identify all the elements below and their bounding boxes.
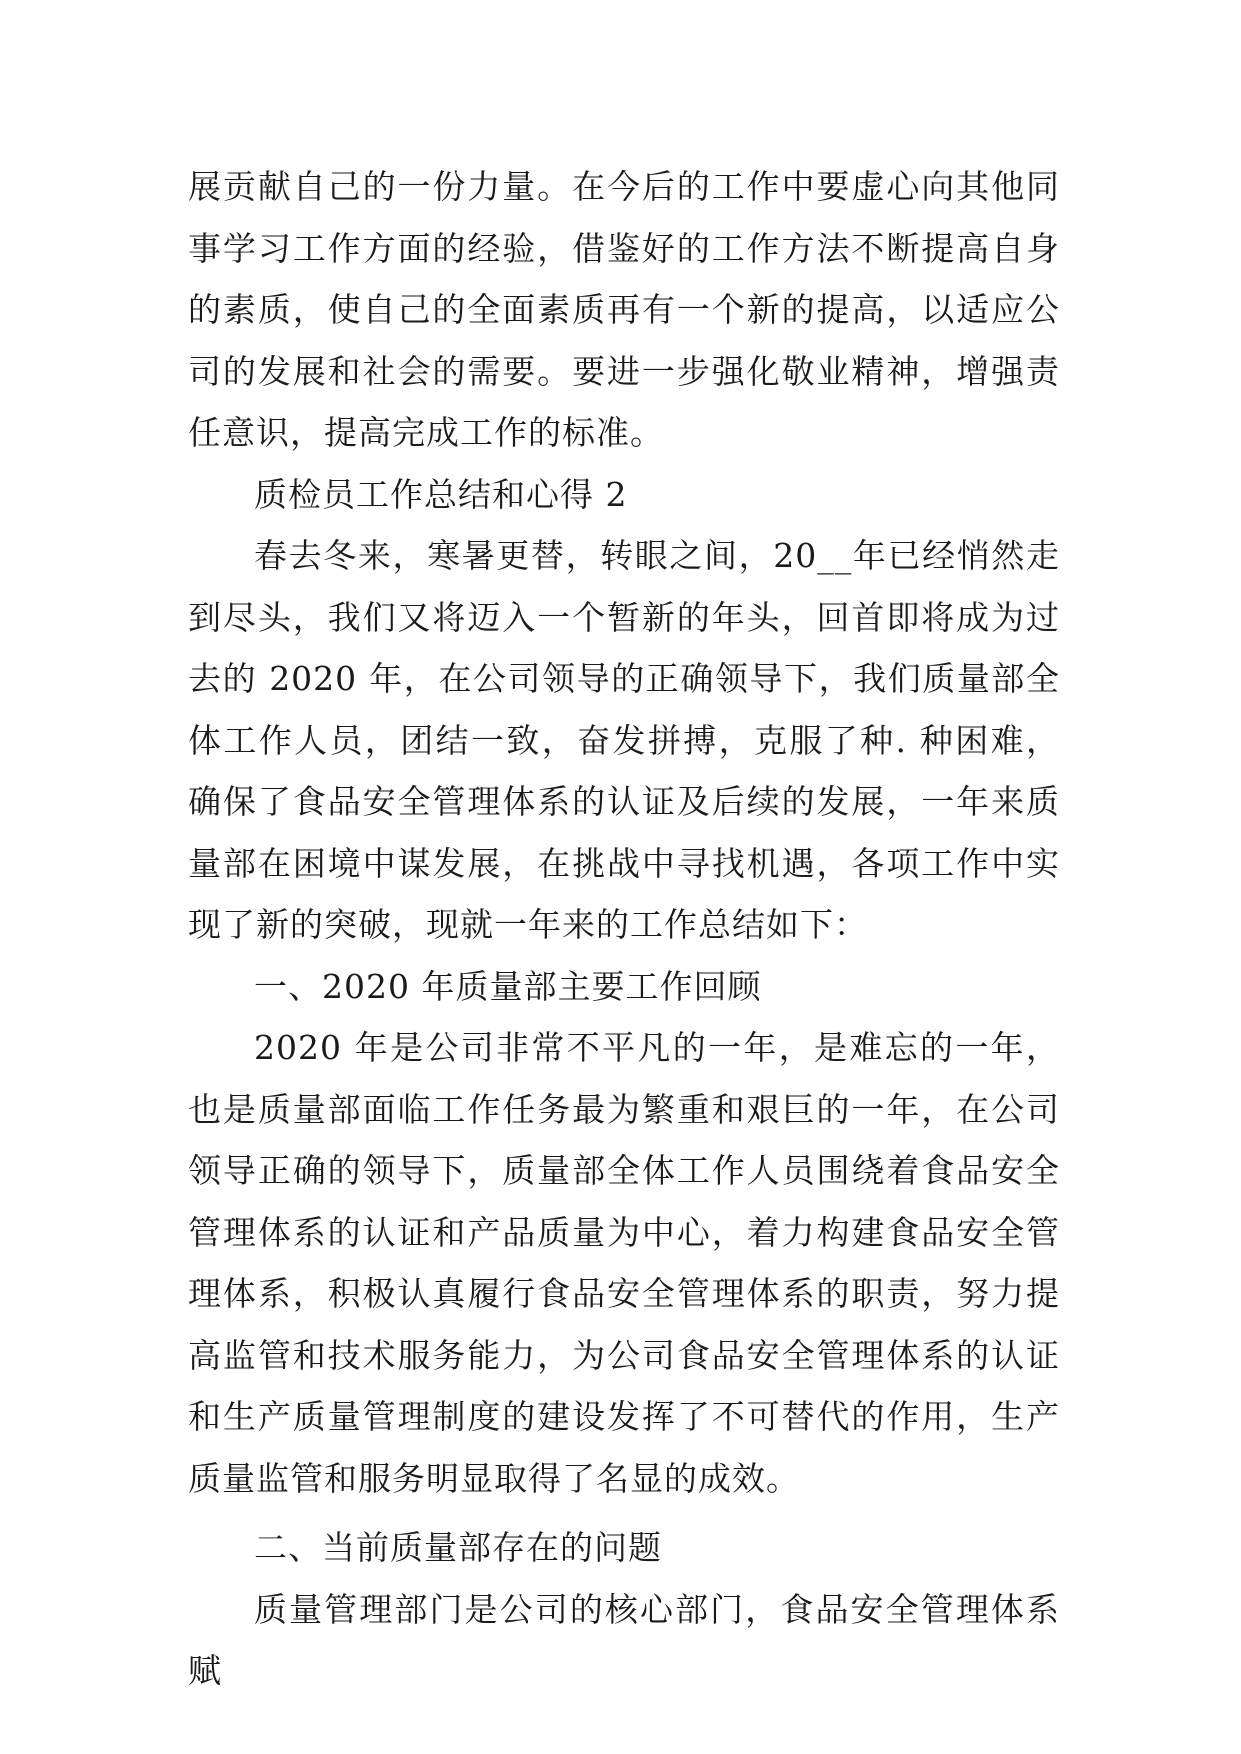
- heading-current-problems: 二、当前质量部存在的问题: [254, 1528, 662, 1567]
- heading-work-review: 一、2020 年质量部主要工作回顾: [254, 966, 762, 1006]
- section-title-2: 质检员工作总结和心得 2: [254, 474, 628, 514]
- paragraph-intro: 春去冬来，寒暑更替，转眼之间，20__年已经悄然走到尽头，我们又将迈入一个暂新的年头，回首即将成为过去的 2020 年，在公司领导的正确领导下，我们质量部全体工作人员，团结一致，奋发拼搏，克服了种. 种困难，确保了食品安全管理体系的认证及后续的发展，一年来质量部在困境中谋发展，在挑战中寻找机遇，各项工作中实现了新的突破，现就一年来的工作总结如下：: [188, 536, 1060, 944]
- paragraph-work-review: 2020 年是公司非常不平凡的一年，是难忘的一年，也是质量部面临工作任务最为繁重和艰巨的一年，在公司领导正确的领导下，质量部全体工作人员围绕着食品安全管理体系的认证和产品质量为中心，着力构建食品安全管理体系，积极认真履行食品安全管理体系的职责，努力提高监管和技术服务能力，为公司食品安全管理体系的认证和生产质量管理制度的建设发挥了不可替代的作用，生产质量监管和服务明显取得了名显的成效。: [188, 1028, 1060, 1498]
- paragraph-continuation: 展贡献自己的一份力量。在今后的工作中要虚心向其他同事学习工作方面的经验，借鉴好的工作方法不断提高自身的素质，使自己的全面素质再有一个新的提高，以适应公司的发展和社会的需要。要进一步强化敬业精神，增强责任意识，提高完成工作的标准。: [188, 167, 1060, 452]
- paragraph-problems: 质量管理部门是公司的核心部门，食品安全管理体系赋: [188, 1589, 1060, 1690]
- document-body: [188, 156, 1060, 1702]
